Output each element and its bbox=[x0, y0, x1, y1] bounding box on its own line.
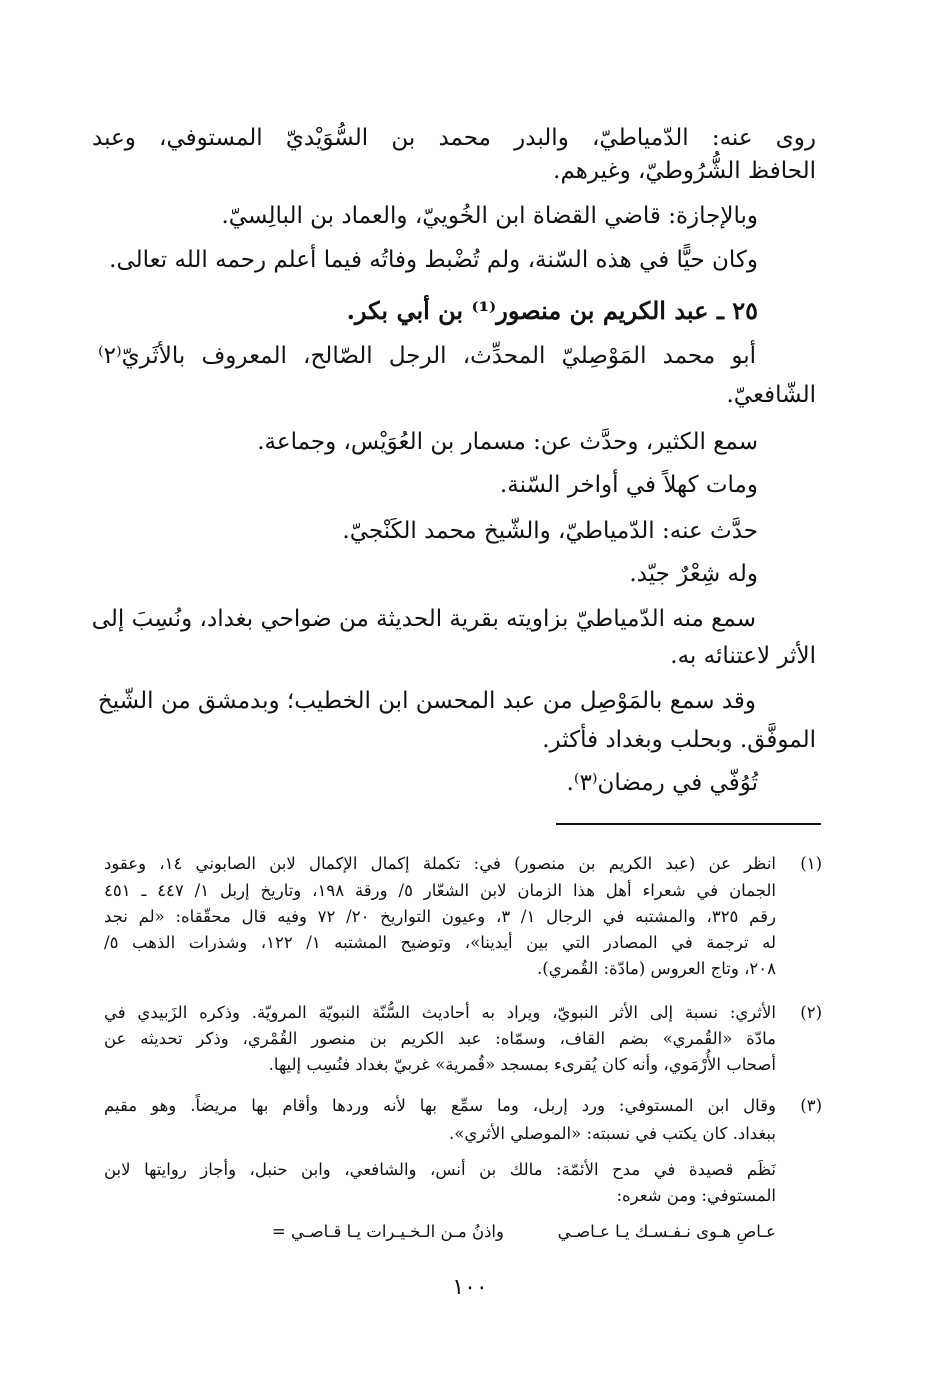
verse-first-hemistich: عـاصِ هـوى نـفـسـك يـا عـاصـي bbox=[557, 1222, 776, 1241]
footnote-line: الأثري: نسبة إلى الأثر النبويّ، ويراد به أحاديث السُّنّة النبويّة المرويّة. وذكره الزَبيدي في bbox=[104, 1003, 776, 1022]
body-line-13: الأثر لاعتنائه به. bbox=[670, 643, 816, 669]
page-number: ١٠٠ bbox=[452, 1275, 488, 1300]
body-line-11: وله شِعْرٌ جيّد. bbox=[629, 561, 758, 587]
footnote-line: رقم ٣٢٥، والمشتبه في الرجال ١/ ٣، وعيون التواريخ ٢٠/ ٧٢ وفيه قال محقّقاه: «لم نجد bbox=[104, 907, 776, 926]
footnote-line: المستوفي: ومن شعره: bbox=[616, 1186, 776, 1205]
body-line-7: الشّافعيّ. bbox=[726, 382, 816, 408]
footnote-line: مادّة «القُمري» بضم القاف، وسمّاه: عبد الكريم بن منصور القُمْري، وذكر تحديثه عن bbox=[104, 1029, 776, 1048]
body-line-14: وقد سمع بالمَوْصِل من عبد المحسن ابن الخطيب؛ وبدمشق من الشّيخ bbox=[97, 688, 756, 714]
footnote-line: ٢٠٨، وتاج العروس (مادّة: القُمري). bbox=[537, 959, 776, 978]
body-line-8: سمع الكثير، وحدَّث عن: مسمار بن العُوَيْس، وجماعة. bbox=[257, 429, 758, 455]
footnote-line: الجمان في شعراء أهل هذا الزمان لابن الشعّار ٥/ ورقة ١٩٨، وتاريخ إربل ١/ ٤٤٧ ـ ٤٥١ bbox=[104, 881, 777, 900]
footnote-number: (٣) bbox=[800, 1096, 822, 1115]
footnote-line: ببغداد. كان يكتب في نسبته: «الموصلي الأثري». bbox=[449, 1124, 776, 1143]
body-line-1: روى عنه: الدّمياطيّ، والبدر محمد بن السُّوَيْديّ المستوفي، وعبد bbox=[92, 125, 816, 151]
body-line-12: سمع منه الدّمياطيّ بزاويته بقرية الحديثة من ضواحي بغداد، ونُسِبَ إلى bbox=[91, 606, 756, 632]
verse-second-hemistich: واذنُ مـن الـخـيـرات يـا قـاصـي = bbox=[271, 1222, 504, 1241]
body-line-4: وكان حيًّا في هذه السّنة، ولم تُضْبط وفاتُه فيما أعلم رحمه الله تعالى. bbox=[109, 247, 758, 273]
footnote-line: نَظَم قصيدة في مدح الأئمّة: مالك بن أنس، والشافعي، وابن حنبل، وأجاز روايتها لابن bbox=[104, 1160, 776, 1179]
body-line-16: تُوُفّي في رمضان⁽٣⁾. bbox=[566, 770, 758, 796]
footnote-line: انظر عن (عبد الكريم بن منصور) في: تكملة إكمال الإكمال لابن الصابوني ١٤، وعقود bbox=[104, 854, 776, 873]
body-line-9: ومات كهلاً في أواخر السّنة. bbox=[499, 472, 758, 498]
body-line-15: الموفَّق. وبحلب وبغداد فأكثر. bbox=[542, 727, 816, 753]
footnote-line: له ترجمة في المصادر التي بين أيدينا»، وتوضيح المشتبه ١/ ١٢٢، وشذرات الذهب ٥/ bbox=[104, 933, 776, 952]
footnote-separator bbox=[556, 823, 821, 825]
body-line-10: حدَّث عنه: الدّمياطيّ، والشّيخ محمد الكَنْجيّ. bbox=[342, 518, 758, 544]
body-line-2: الحافظ الشُّرُوطيّ، وغيرهم. bbox=[553, 158, 816, 184]
body-line-3: وبالإجازة: قاضي القضاة ابن الخُوييّ، والعماد بن البالِسيّ. bbox=[221, 203, 758, 229]
body-line-6: أبو محمد المَوْصِليّ المحدِّث، الرجل الصّالح، المعروف بالأثَريّ⁽٢⁾ bbox=[98, 343, 756, 369]
footnote-line: أصحاب الأُرْمَوي، وأنه كان يُقرىء بمسجد «قُمرية» غربيّ بغداد فنُسِب إليها. bbox=[268, 1055, 776, 1074]
footnote-number: (١) bbox=[800, 854, 822, 873]
footnote-line: وقال ابن المستوفي: ورد إربل، وما سمِّع بها لأنه وردها وأقام بها مريضاً. وهو مقيم bbox=[104, 1096, 776, 1115]
entry-heading: ٢٥ ـ عبد الكريم بن منصور⁽¹⁾ بن أبي بكر. bbox=[346, 296, 758, 325]
footnote-number: (٢) bbox=[800, 1003, 822, 1022]
